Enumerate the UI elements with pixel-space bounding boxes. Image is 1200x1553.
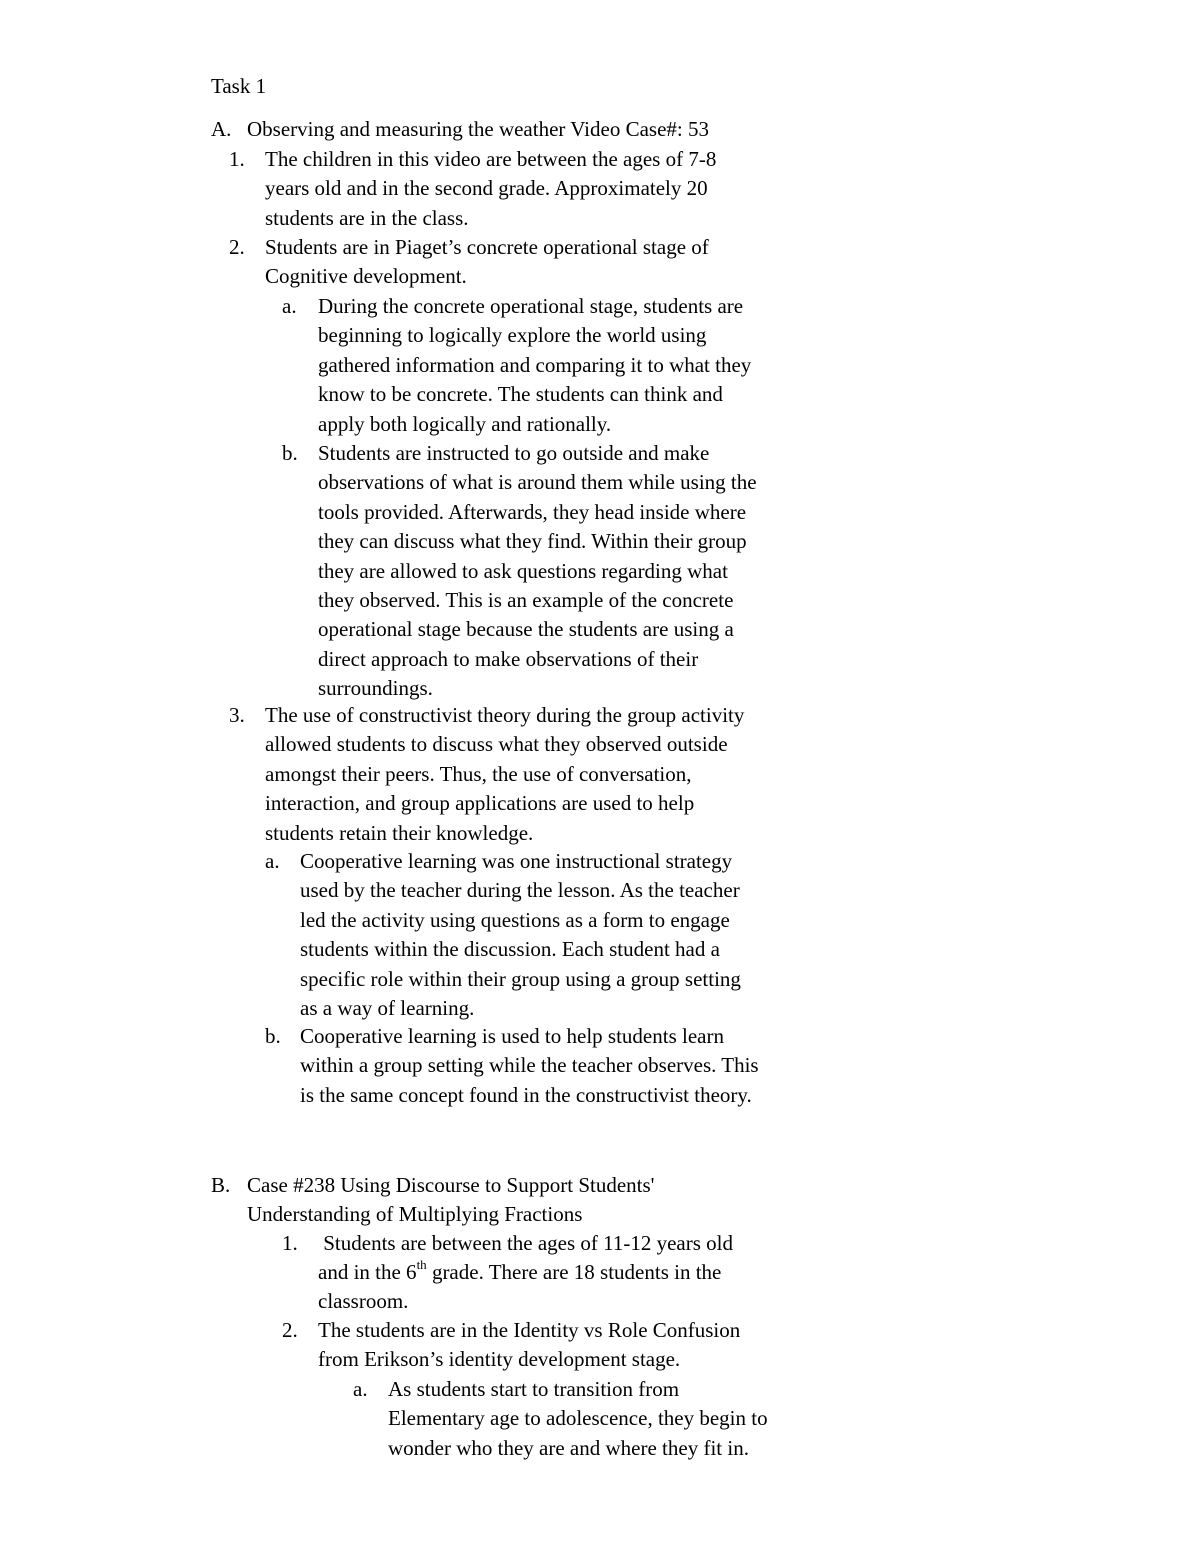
section-a-marker: A. xyxy=(211,117,232,141)
sub-list-item-text: During the concrete operational stage, students are beginning to logically explore the world using gathered information and comparing it to what they know to be concrete. The students can think and apply both logically and rationally. xyxy=(318,294,752,436)
list-item-text: The students are in the Identity vs Role Confusion from Erikson’s identity development stage. xyxy=(318,1318,741,1372)
list-item-text: Students are in Piaget’s concrete operational stage of Cognitive development. xyxy=(265,235,709,289)
list-item-text: The use of constructivist theory during the group activity allowed students to discuss what they observed outside amongst their peers. Thus, the use of conversation, interaction, and group applications are used to help students retain their knowledge. xyxy=(265,703,745,845)
list-item-marker: 3. xyxy=(229,703,245,727)
sub-list-item-marker: b. xyxy=(282,441,298,465)
sub-list-item-marker: b. xyxy=(265,1024,281,1048)
list-item-marker: 2. xyxy=(229,235,245,259)
section-b-marker: B. xyxy=(211,1173,231,1197)
sub-list-item-marker: a. xyxy=(353,1377,368,1401)
list-item-marker: 2. xyxy=(282,1318,298,1342)
list-item-line: Students are between the ages of 11-12 years old xyxy=(318,1231,734,1255)
sub-list-item-marker: a. xyxy=(265,849,280,873)
list-item-line: classroom. xyxy=(318,1289,409,1313)
list-item-marker: 1. xyxy=(282,1231,298,1255)
section-b-heading: Case #238 Using Discourse to Support Students' Understanding of Multiplying Fractions xyxy=(247,1173,655,1227)
ordinal-suffix: th xyxy=(416,1257,427,1272)
sub-list-item-text: Cooperative learning is used to help students learn within a group setting while the teacher observes. This is the same concept found in the constructivist theory. xyxy=(300,1024,759,1107)
list-item-line-start: and in the 6 xyxy=(318,1260,417,1284)
sub-list-item-text: Students are instructed to go outside and make observations of what is around them while using the tools provided. Afterwards, they head inside where they can discuss what they find. Within their group they are allowed to ask questions regarding what they observed. This is an example of the concrete operational stage because the students are using a direct approach to make observations of their surroundings. xyxy=(318,441,757,701)
document-title: Task 1 xyxy=(211,74,267,98)
section-a-heading: Observing and measuring the weather Video Case#: 53 xyxy=(247,117,709,141)
list-item-marker: 1. xyxy=(229,147,245,171)
list-item-line-end: grade. There are 18 students in the xyxy=(426,1260,722,1284)
list-item-text: The children in this video are between the ages of 7-8 years old and in the second grade. Approximately 20 students are in the class. xyxy=(265,147,717,230)
sub-list-item-marker: a. xyxy=(282,294,297,318)
list-item-line xyxy=(318,1258,721,1287)
sub-list-item-text: Cooperative learning was one instructional strategy used by the teacher during the lesson. As the teacher led the activity using questions as a form to engage students within the discussion. Each student had a specific role within their group using a group setting as a way of learning. xyxy=(300,849,741,1021)
sub-list-item-text: As students start to transition from Elementary age to adolescence, they begin to wonder who they are and where they fit in. xyxy=(388,1377,768,1460)
